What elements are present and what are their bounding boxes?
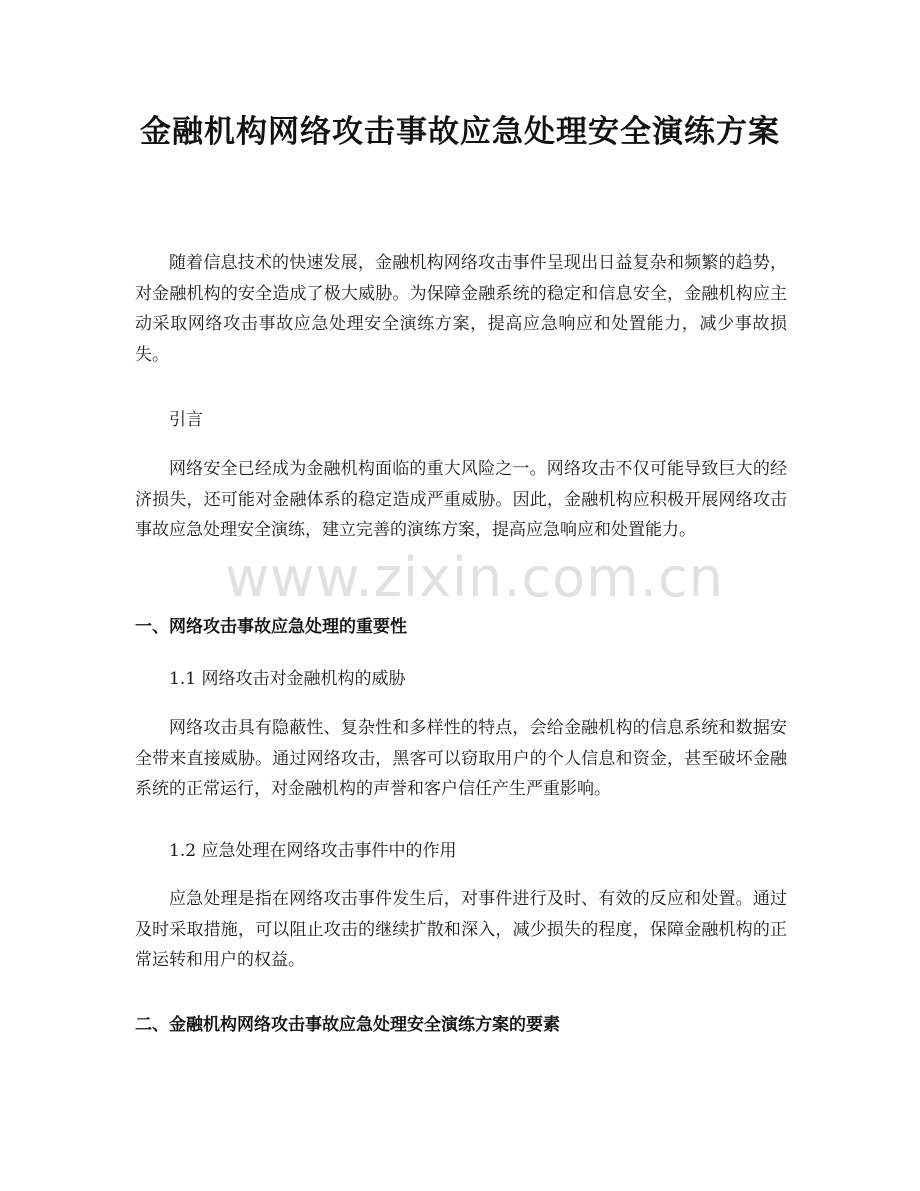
document-title: 金融机构网络攻击事故应急处理安全演练方案	[140, 114, 780, 150]
subsection-1-1-heading: 1.1 网络攻击对金融机构的威胁	[169, 669, 406, 689]
section-1-heading: 一、网络攻击事故应急处理的重要性	[135, 617, 407, 637]
subsection-1-1-paragraph: 网络攻击具有隐蔽性、复杂性和多样性的特点，会给金融机构的信息系统和数据安全带来直接威胁。通过网络攻击，黑客可以窃取用户的个人信息和资金，甚至破坏金融系统的正常运行，对金融机构的声誉和客户信任产生严重影响。	[135, 718, 787, 799]
preface-label: 引言	[169, 410, 203, 430]
section-2-heading: 二、金融机构网络攻击事故应急处理安全演练方案的要素	[135, 1015, 560, 1035]
preface-paragraph: 网络安全已经成为金融机构面临的重大风险之一。网络攻击不仅可能导致巨大的经济损失，还可能对金融体系的稳定造成严重威胁。因此，金融机构应积极开展网络攻击事故应急处理安全演练，建立完善的演练方案，提高应急响应和处置能力。	[135, 459, 787, 540]
subsection-1-2-heading: 1.2 应急处理在网络攻击事件中的作用	[169, 841, 457, 861]
subsection-1-2-paragraph: 应急处理是指在网络攻击事件发生后，对事件进行及时、有效的反应和处置。通过及时采取措施，可以阻止攻击的继续扩散和深入，减少损失的程度，保障金融机构的正常运转和用户的权益。	[135, 889, 787, 970]
watermark: www.zixin.com.cn	[225, 546, 724, 609]
intro-paragraph: 随着信息技术的快速发展，金融机构网络攻击事件呈现出日益复杂和频繁的趋势，对金融机构的安全造成了极大威胁。为保障金融系统的稳定和信息安全，金融机构应主动采取网络攻击事故应急处理安全演练方案，提高应急响应和处置能力，减少事故损失。	[135, 253, 787, 365]
